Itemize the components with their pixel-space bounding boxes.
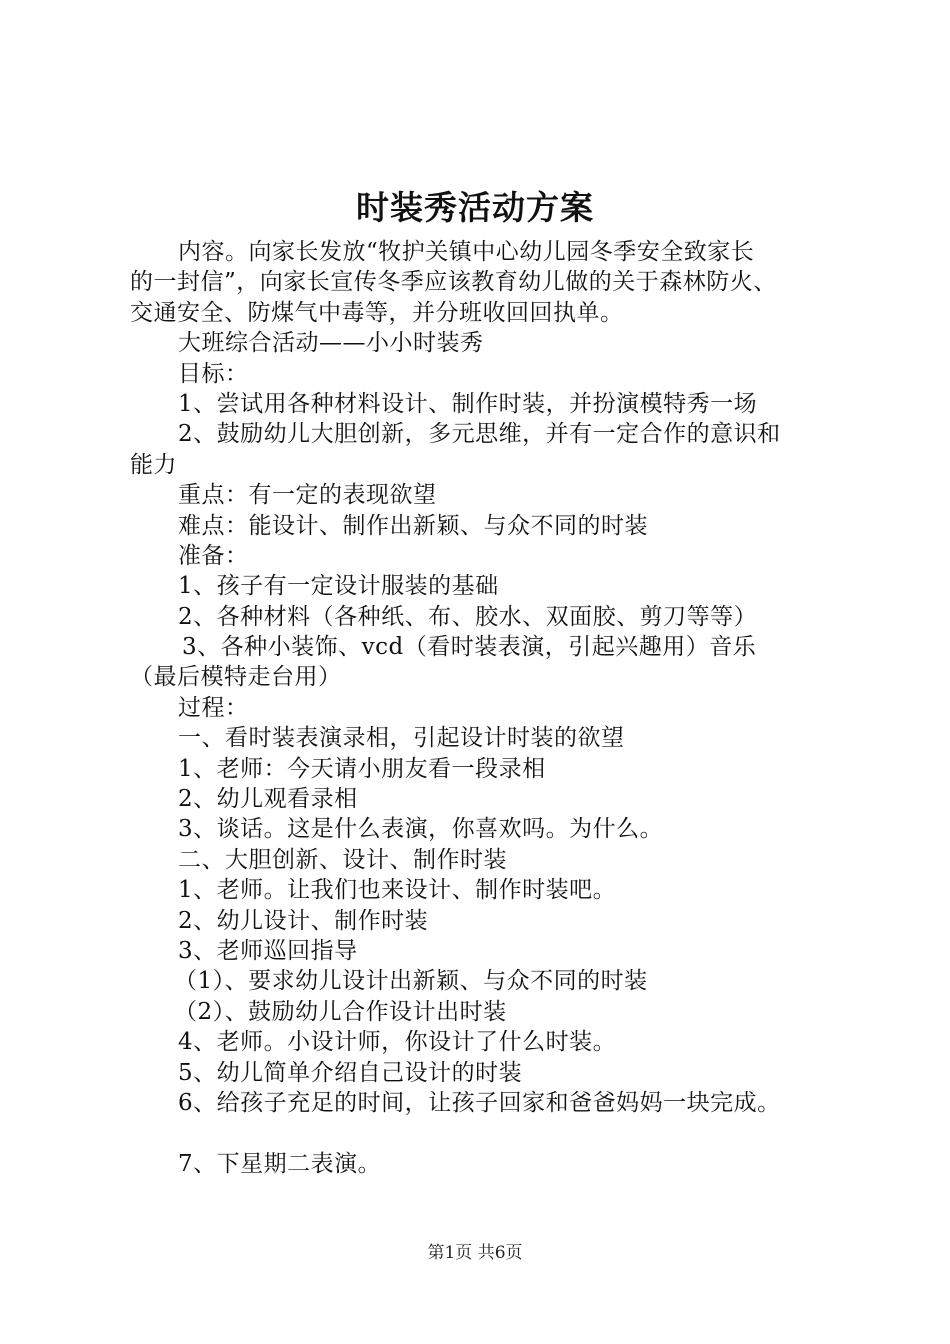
document-body bbox=[130, 237, 850, 1179]
list-item: 5、幼儿简单介绍自己设计的时装 bbox=[178, 1059, 523, 1086]
list-item: 4、老师。小设计师，你设计了什么时装。 bbox=[178, 1029, 617, 1056]
list-item: 2、各种材料（各种纸、布、胶水、双面胶、剪刀等等） bbox=[178, 603, 758, 630]
list-item: 1、老师：今天请小朋友看一段录相 bbox=[178, 755, 546, 782]
section-label: 准备： bbox=[178, 542, 249, 569]
paragraph-line: 交通安全、防煤气中毒等，并分班收回回执单。 bbox=[130, 299, 624, 326]
section-label: 目标： bbox=[178, 360, 249, 387]
paragraph-line: 的一封信”，向家长宣传冬季应该教育幼儿做的关于森林防火、 bbox=[130, 269, 777, 296]
step-heading: 二、大胆创新、设计、制作时装 bbox=[178, 846, 507, 873]
list-item-continuation: （最后模特走台用） bbox=[130, 664, 342, 691]
list-item: 2、鼓励幼儿大胆创新，多元思维，并有一定合作的意识和 bbox=[178, 421, 781, 448]
section-label: 过程： bbox=[178, 694, 249, 721]
page-footer: 第1页 共6页 bbox=[427, 1243, 523, 1263]
list-item: 7、下星期二表演。 bbox=[178, 1150, 382, 1177]
list-item: 1、尝试用各种材料设计、制作时装，并扮演模特秀一场 bbox=[178, 390, 758, 417]
sub-list-item: （1）、要求幼儿设计出新颖、与众不同的时装 bbox=[174, 968, 648, 995]
document-title: 时装秀活动方案 bbox=[356, 188, 594, 227]
list-item-continuation: 能力 bbox=[130, 451, 177, 478]
list-item: 1、孩子有一定设计服装的基础 bbox=[178, 573, 499, 600]
list-item: 3、谈话。这是什么表演，你喜欢吗。为什么。 bbox=[178, 816, 664, 843]
activity-heading: 大班综合活动——小小时装秀 bbox=[178, 330, 484, 357]
list-item: 3、老师巡回指导 bbox=[178, 937, 358, 964]
paragraph-line: 内容。向家长发放“牧护关镇中心幼儿园冬季安全致家长 bbox=[178, 239, 755, 265]
list-item: 2、幼儿观看录相 bbox=[178, 786, 358, 813]
list-item: 1、老师。让我们也来设计、制作时装吧。 bbox=[178, 877, 617, 904]
list-item: 3、各种小装饰、vcd（看时装表演，引起兴趣用）音乐 bbox=[182, 634, 757, 661]
list-item: 2、幼儿设计、制作时装 bbox=[178, 907, 429, 934]
step-heading: 一、看时装表演录相，引起设计时装的欲望 bbox=[178, 725, 625, 752]
list-item: 6、给孩子充足的时间，让孩子回家和爸爸妈妈一块完成。 bbox=[178, 1089, 781, 1116]
sub-list-item: （2）、鼓励幼儿合作设计出时装 bbox=[174, 998, 507, 1025]
paragraph-line: 难点：能设计、制作出新颖、与众不同的时装 bbox=[178, 512, 648, 539]
blank-line bbox=[130, 1118, 850, 1148]
paragraph-line: 重点：有一定的表现欲望 bbox=[178, 482, 437, 509]
